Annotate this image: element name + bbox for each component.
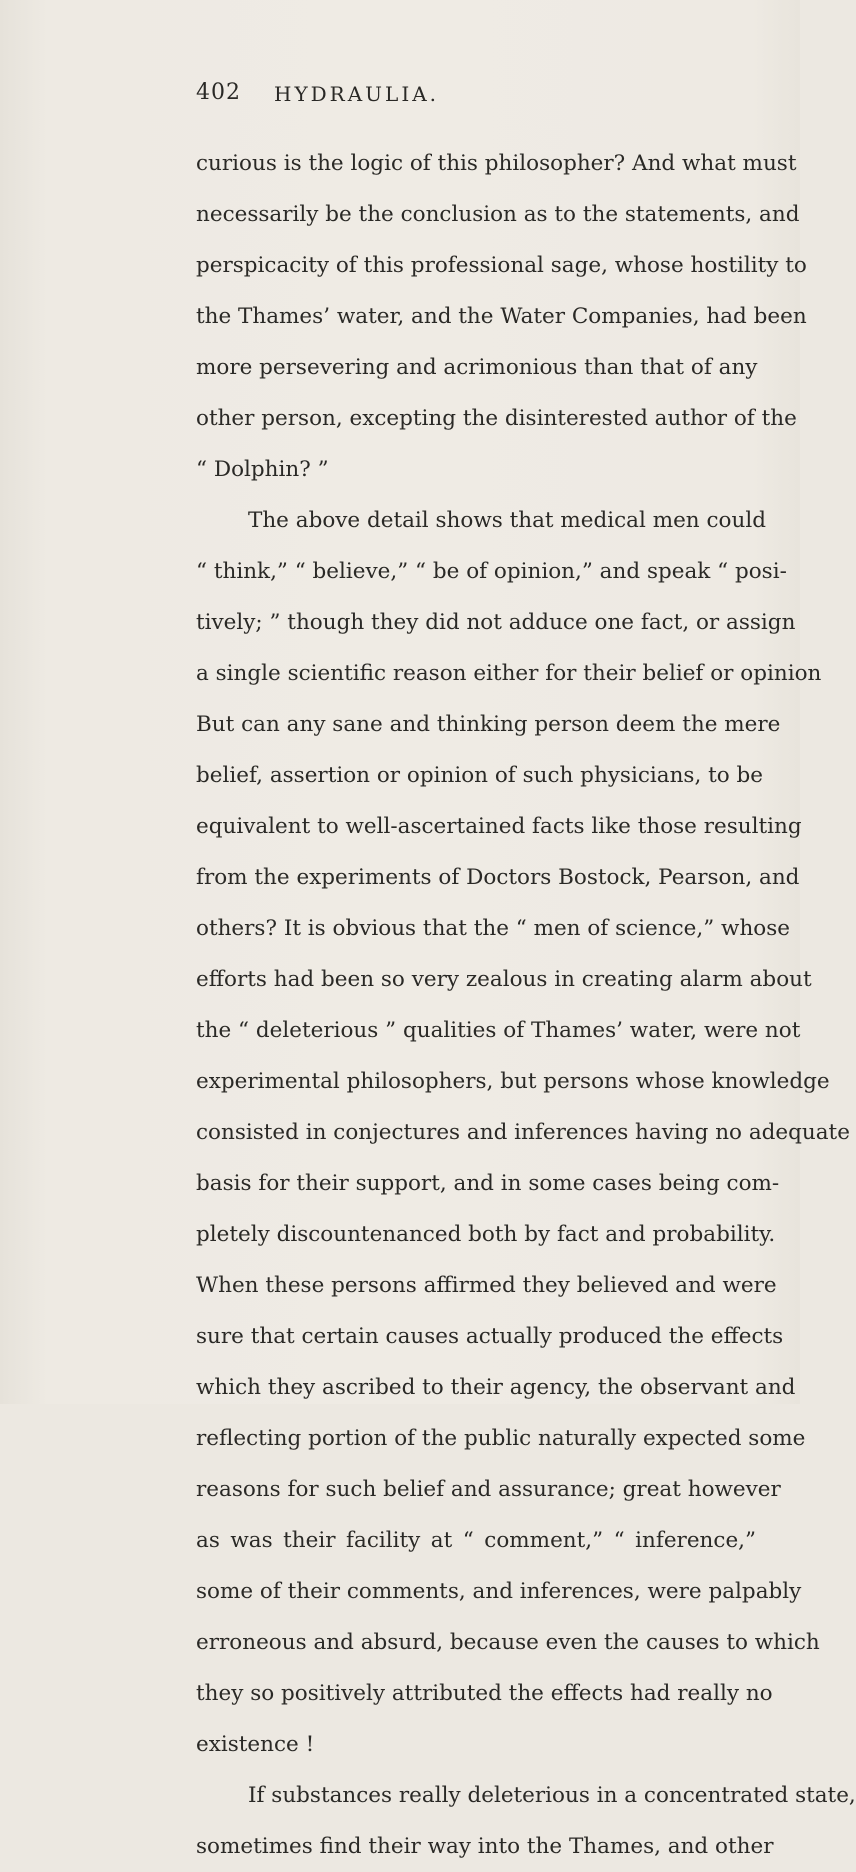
text-line: from the experiments of Doctors Bostock, Pearson, and xyxy=(196,865,800,890)
text-line: sometimes find their way into the Thames, and other xyxy=(196,1834,774,1859)
text-line: some of their comments, and inferences, were palpably xyxy=(196,1579,802,1604)
paragraph-start-line: The above detail shows that medical men could xyxy=(248,508,766,533)
text-line: consisted in conjectures and inferences having no adequate xyxy=(196,1120,850,1145)
text-line: pletely discountenanced both by fact and probability. xyxy=(196,1222,776,1247)
text-line: a single scientific reason either for their belief or opinion xyxy=(196,661,822,686)
text-line: tively; ” though they did not adduce one fact, or assign xyxy=(196,610,796,635)
text-line: as was their facility at “ comment,” “ inference,” xyxy=(196,1528,756,1553)
text-line: But can any sane and thinking person deem the mere xyxy=(196,712,781,737)
text-line: perspicacity of this professional sage, whose hostility to xyxy=(196,253,807,278)
text-line: experimental philosophers, but persons whose knowledge xyxy=(196,1069,830,1094)
text-line: more persevering and acrimonious than that of any xyxy=(196,355,758,380)
text-line: equivalent to well-ascertained facts like those resulting xyxy=(196,814,802,839)
text-line: the Thames’ water, and the Water Companies, had been xyxy=(196,304,807,329)
text-line: other person, excepting the disinterested author of the xyxy=(196,406,797,431)
text-line: necessarily be the conclusion as to the statements, and xyxy=(196,202,800,227)
page-number: 402 xyxy=(196,80,241,105)
running-title: HYDRAULIA. xyxy=(274,82,440,106)
text-line: sure that certain causes actually produced the effects xyxy=(196,1324,784,1349)
text-line: When these persons affirmed they believed and were xyxy=(196,1273,777,1298)
text-line: basis for their support, and in some cases being com- xyxy=(196,1171,780,1196)
text-line: belief, assertion or opinion of such physicians, to be xyxy=(196,763,764,788)
text-line: curious is the logic of this philosopher? And what must xyxy=(196,151,797,176)
text-line: reasons for such belief and assurance; great however xyxy=(196,1477,781,1502)
page-header xyxy=(196,80,756,120)
text-line: efforts had been so very zealous in creating alarm about xyxy=(196,967,812,992)
text-line: others? It is obvious that the “ men of science,” whose xyxy=(196,916,791,941)
text-line: reflecting portion of the public naturally expected some xyxy=(196,1426,806,1451)
text-line: “ Dolphin? ” xyxy=(196,457,329,482)
body-text xyxy=(196,138,856,1872)
text-line: erroneous and absurd, because even the causes to which xyxy=(196,1630,820,1655)
paragraph-start-line: If substances really deleterious in a concentrated state, xyxy=(248,1783,856,1808)
text-line: which they ascribed to their agency, the observant and xyxy=(196,1375,796,1400)
text-line: “ think,” “ believe,” “ be of opinion,” and speak “ posi- xyxy=(196,559,787,584)
text-line: they so positively attributed the effects had really no xyxy=(196,1681,773,1706)
text-line: the “ deleterious ” qualities of Thames’ water, were not xyxy=(196,1018,801,1043)
text-line: existence ! xyxy=(196,1732,315,1757)
